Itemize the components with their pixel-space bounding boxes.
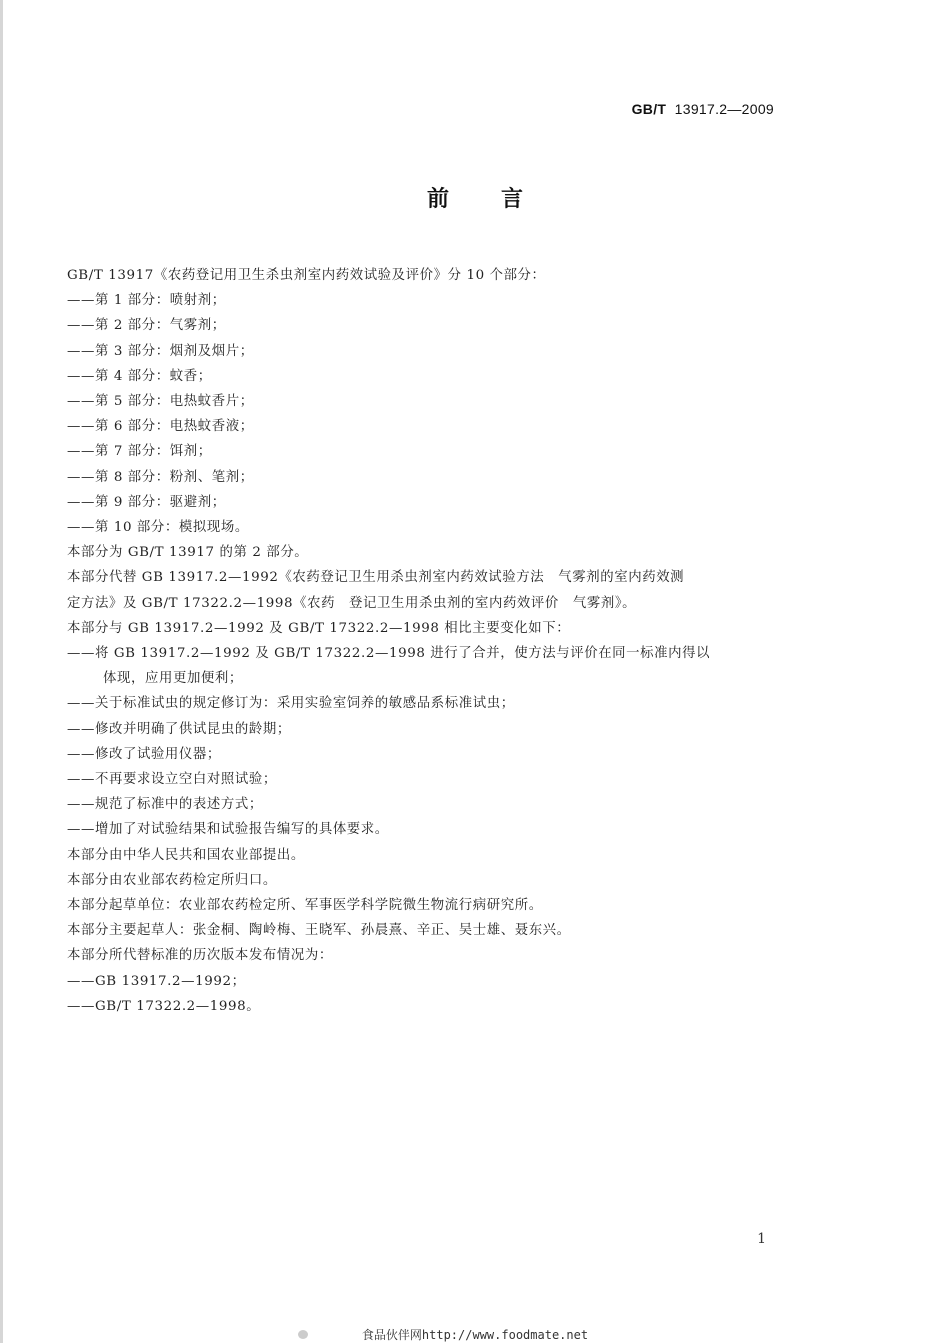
paragraph: GB/T 13917《农药登记用卫生杀虫剂室内药效试验及评价》分 10 个部分： (67, 268, 546, 283)
footer-watermark: 食品伙伴网http://www.foodmate.net (361, 1328, 589, 1342)
list-item: ——增加了对试验结果和试验报告编写的具体要求。 (67, 822, 389, 838)
foreword-body (67, 263, 779, 1019)
paragraph-continuation: 定方法》及 GB/T 17322.2—1998《农药 登记卫生用杀虫剂的室内药效评价 气雾剂》。 (67, 595, 637, 611)
list-item: ——GB 13917.2—1992； (67, 973, 246, 989)
list-item: ——关于标准试虫的规定修订为：采用实验室饲养的敏感品系标准试虫； (67, 696, 515, 712)
paragraph: 本部分与 GB 13917.2—1992 及 GB/T 17322.2—1998 相比主要变化如下： (67, 620, 571, 636)
list-item: ——第 10 部分：模拟现场。 (67, 520, 249, 536)
paragraph: 本部分起草单位：农业部农药检定所、军事医学科学院微生物流行病研究所。 (67, 898, 543, 914)
list-item: ——第 8 部分：粉剂、笔剂； (67, 469, 254, 485)
list-item: ——将 GB 13917.2—1992 及 GB/T 17322.2—1998 进行了合并，使方法与评价在同一标准内得以 (67, 646, 711, 662)
list-item: ——修改并明确了供试昆虫的龄期； (67, 721, 291, 737)
list-item: ——第 4 部分：蚊香； (67, 368, 212, 384)
list-item: ——规范了标准中的表述方式； (67, 797, 263, 813)
standard-prefix: GB/T (631, 101, 667, 117)
list-item: ——第 9 部分：驱避剂； (67, 494, 226, 510)
page-number: 1 (757, 1231, 766, 1247)
list-item: ——不再要求设立空白对照试验； (67, 772, 277, 788)
standard-number: 13917.2—2009 (674, 101, 774, 117)
standard-code (632, 101, 774, 117)
list-item: ——修改了试验用仪器； (67, 746, 221, 762)
paragraph: 本部分代替 GB 13917.2—1992《农药登记卫生用杀虫剂室内药效试验方法 气雾剂的室内药效测 (67, 570, 685, 586)
list-item: ——第 6 部分：电热蚊香液； (67, 419, 254, 435)
paragraph: 本部分由农业部农药检定所归口。 (67, 872, 277, 888)
list-item: ——第 2 部分：气雾剂； (67, 318, 226, 334)
paragraph: 本部分由中华人民共和国农业部提出。 (67, 847, 305, 863)
list-item: ——第 1 部分：喷射剂； (67, 293, 226, 309)
list-item: ——GB/T 17322.2—1998。 (67, 998, 261, 1014)
list-item: ——第 5 部分：电热蚊香片； (67, 394, 254, 410)
paragraph: 本部分为 GB/T 13917 的第 2 部分。 (67, 545, 309, 561)
list-item: ——第 3 部分：烟剂及烟片； (67, 343, 254, 359)
paragraph: 本部分所代替标准的历次版本发布情况为： (67, 948, 333, 964)
paragraph: 本部分主要起草人：张金桐、陶岭梅、王晓军、孙晨熹、辛正、吴士雄、聂东兴。 (67, 923, 571, 939)
list-item-continuation: 体现，应用更加便利； (103, 671, 243, 687)
page-title: 前言 (426, 187, 575, 212)
list-item: ——第 7 部分：饵剂； (67, 444, 212, 460)
